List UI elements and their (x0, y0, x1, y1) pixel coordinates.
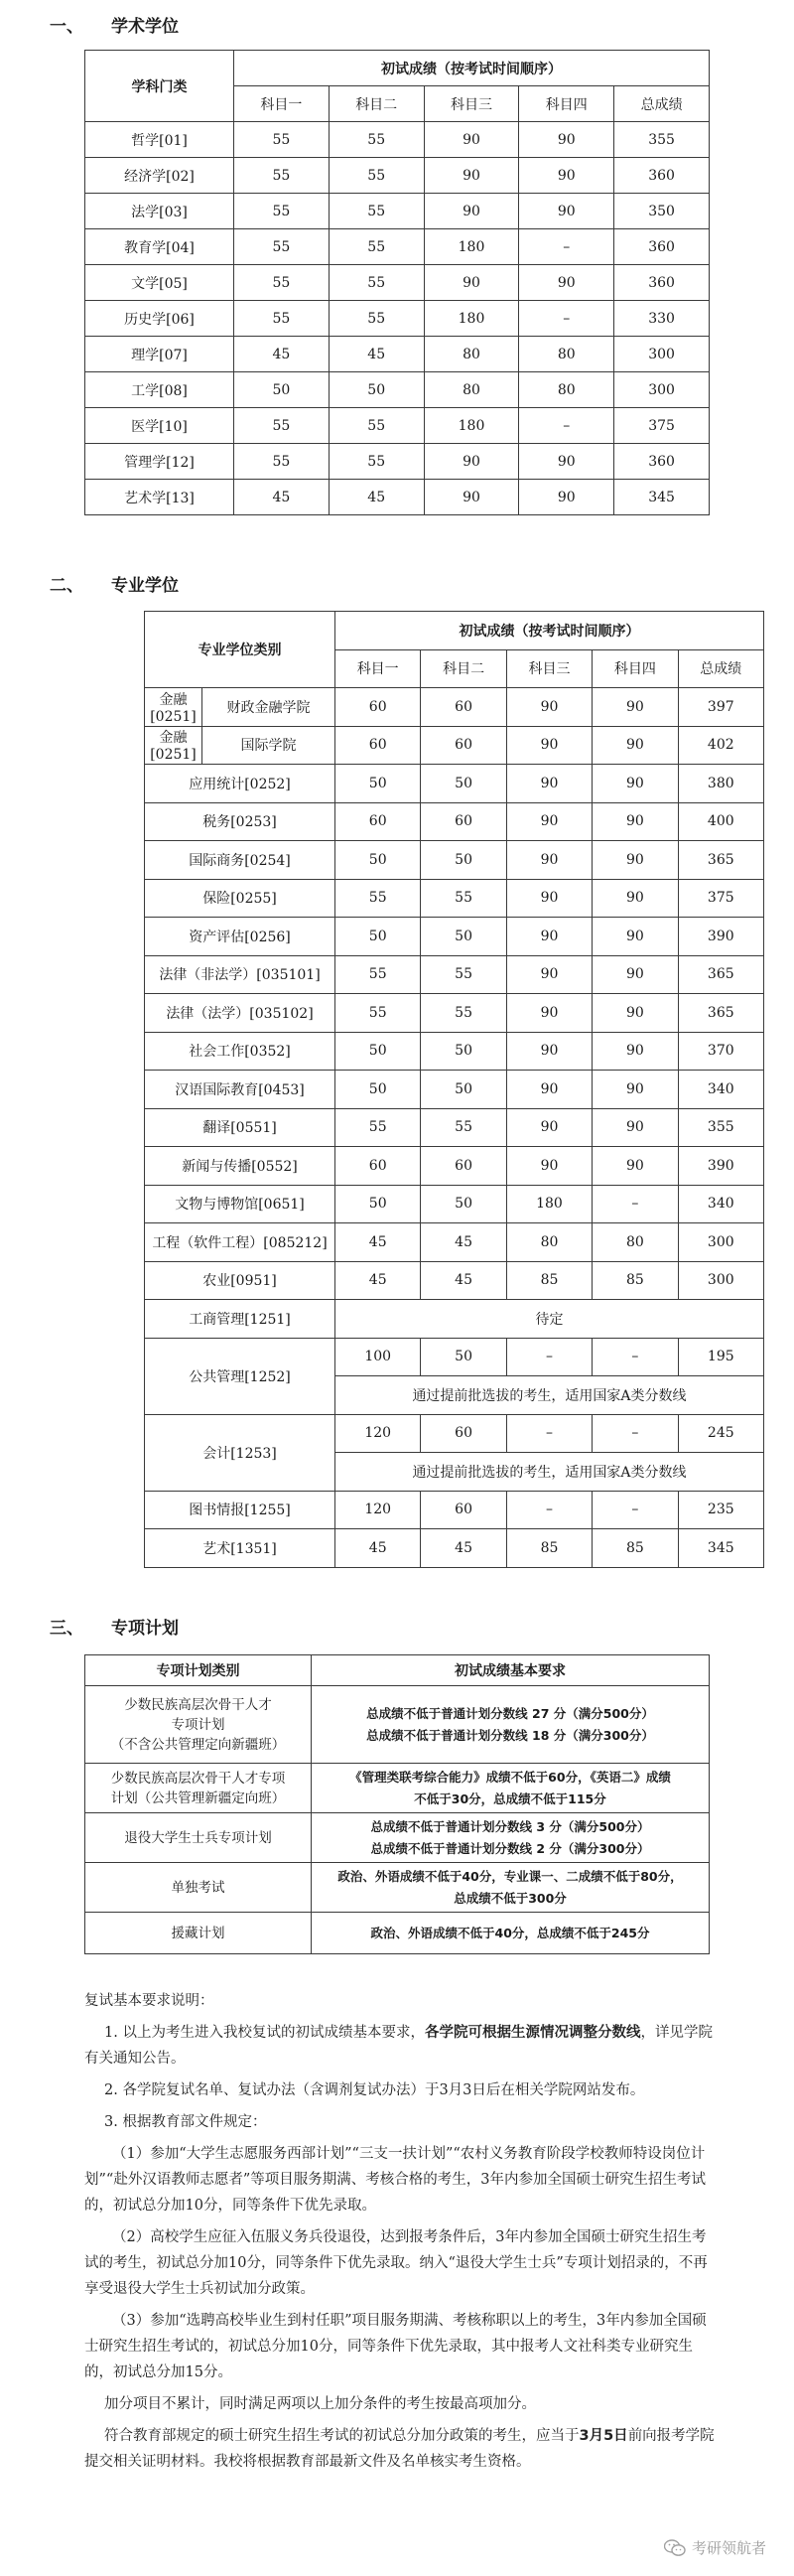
score-cell: 90 (506, 765, 592, 803)
score-cell: 370 (678, 1032, 763, 1071)
score-cell: 50 (421, 765, 506, 803)
plan-requirement-line: 政治、外语成绩不低于40分，总成绩不低于245分 (370, 1925, 650, 1940)
score-cell: 90 (519, 480, 614, 515)
score-cell: – (506, 1338, 592, 1376)
score-cell: 90 (506, 879, 592, 918)
plan-category-line: 专项计划 (171, 1716, 225, 1733)
score-cell: 55 (329, 194, 424, 229)
score-cell: 85 (506, 1261, 592, 1300)
watermark (664, 2537, 766, 2558)
score-cell: 90 (424, 480, 519, 515)
score-cell: 55 (421, 879, 506, 918)
score-cell: 360 (614, 444, 710, 480)
table-row (85, 1813, 710, 1863)
score-cell: 330 (614, 301, 710, 337)
table-row (145, 1071, 764, 1109)
score-cell: 80 (424, 372, 519, 408)
score-cell: 45 (335, 1261, 421, 1300)
score-cell: 50 (421, 1071, 506, 1109)
special-plan-table (84, 1654, 710, 1954)
table-row (85, 372, 710, 408)
table-row (145, 918, 764, 956)
score-cell: 60 (421, 1414, 506, 1453)
score-cell: 390 (678, 918, 763, 956)
score-cell: 50 (421, 1032, 506, 1071)
row-category: 文学[05] (85, 265, 234, 301)
plan-requirement-line: 不低于30分，总成绩不低于115分 (414, 1790, 606, 1806)
score-cell: 90 (593, 1032, 678, 1071)
column-header: 科目一 (335, 649, 421, 688)
row-category: 工商管理[1251] (145, 1300, 335, 1339)
score-cell: 60 (421, 1147, 506, 1186)
column-header: 科目四 (519, 86, 614, 122)
score-cell: 60 (421, 802, 506, 841)
score-cell: 90 (506, 1032, 592, 1071)
row-category: 工程（软件工程）[085212] (145, 1223, 335, 1262)
table-row (85, 1863, 710, 1913)
score-cell: 45 (329, 480, 424, 515)
score-cell: 55 (234, 301, 330, 337)
status-cell: 待定 (335, 1300, 764, 1339)
score-cell: 300 (614, 337, 710, 372)
row-category: 艺术学[13] (85, 480, 234, 515)
score-cell: 55 (335, 879, 421, 918)
score-cell: 50 (421, 918, 506, 956)
row-category: 工学[08] (85, 372, 234, 408)
score-cell: 55 (421, 994, 506, 1033)
row-category: 文物与博物馆[0651] (145, 1185, 335, 1223)
score-cell: 55 (234, 229, 330, 265)
row-category: 法律（非法学）[035101] (145, 955, 335, 994)
score-cell: 365 (678, 955, 763, 994)
score-cell: 90 (593, 726, 678, 765)
score-cell: 55 (234, 444, 330, 480)
table-row (85, 444, 710, 480)
plan-requirement-line: 总成绩不低于300分 (454, 1890, 567, 1906)
column-header: 科目二 (421, 649, 506, 688)
column-header: 科目四 (593, 649, 678, 688)
table-row (85, 1686, 710, 1764)
score-cell: 90 (506, 994, 592, 1033)
score-cell: 400 (678, 802, 763, 841)
row-category: 哲学[01] (85, 122, 234, 158)
table-row (85, 1764, 710, 1813)
score-cell: – (593, 1491, 678, 1529)
table-row (85, 408, 710, 444)
header-category: 专业学位类别 (145, 612, 335, 688)
score-cell: 90 (519, 158, 614, 194)
note-cell: 通过提前批选拔的考生，适用国家A类分数线 (335, 1376, 764, 1415)
score-cell: 90 (506, 688, 592, 727)
score-cell: 50 (421, 841, 506, 880)
score-cell: 55 (234, 158, 330, 194)
table-row (85, 301, 710, 337)
row-category: 经济学[02] (85, 158, 234, 194)
score-cell: 300 (614, 372, 710, 408)
score-cell: 120 (335, 1414, 421, 1453)
table-row (145, 1300, 764, 1339)
score-cell: 45 (421, 1223, 506, 1262)
score-cell: 45 (234, 480, 330, 515)
note-3-2: （2）高校学生应征入伍服义务兵役退役，达到报考条件后，3年内参加全国硕士研究生招生考试的考生，初试总分加10分，同等条件下优先录取。纳入“退役大学生士兵”专项计划招录的，不再享受退役大学生士兵初试加分政策。 (84, 2229, 708, 2297)
score-cell: 55 (234, 408, 330, 444)
score-cell: 90 (593, 1147, 678, 1186)
score-cell: 90 (424, 194, 519, 229)
row-category: 社会工作[0352] (145, 1032, 335, 1071)
table-row (145, 1147, 764, 1186)
score-cell: 55 (335, 955, 421, 994)
score-cell: 235 (678, 1491, 763, 1529)
note-3: 3. 根据教育部文件规定： (104, 2114, 267, 2130)
plan-category (85, 1863, 312, 1913)
column-header: 总成绩 (614, 86, 710, 122)
plan-requirement (312, 1764, 710, 1813)
row-category: 艺术[1351] (145, 1529, 335, 1568)
score-cell: 90 (593, 1108, 678, 1147)
row-category: 教育学[04] (85, 229, 234, 265)
score-cell: 50 (421, 1185, 506, 1223)
watermark-text: 考研领航者 (691, 2539, 766, 2557)
row-category: 图书情报[1255] (145, 1491, 335, 1529)
score-cell: 50 (335, 841, 421, 880)
plan-category-line: 援藏计划 (171, 1925, 225, 1941)
notes-heading: 复试基本要求说明： (84, 1993, 214, 2009)
score-cell: 100 (335, 1338, 421, 1376)
score-cell: 120 (335, 1491, 421, 1529)
score-cell: 90 (506, 841, 592, 880)
score-cell: – (519, 229, 614, 265)
header-category: 学科门类 (85, 51, 234, 122)
row-category: 应用统计[0252] (145, 765, 335, 803)
score-cell: 360 (614, 229, 710, 265)
score-cell: 55 (329, 158, 424, 194)
score-cell: 340 (678, 1071, 763, 1109)
table-row (145, 955, 764, 994)
table-row (145, 879, 764, 918)
column-header: 科目二 (329, 86, 424, 122)
score-cell: 80 (593, 1223, 678, 1262)
score-cell: 90 (593, 1071, 678, 1109)
score-cell: 55 (329, 444, 424, 480)
plan-requirement (312, 1863, 710, 1913)
table-row (145, 1032, 764, 1071)
score-cell: 90 (506, 955, 592, 994)
table-row (145, 1108, 764, 1147)
row-category: 法律（法学）[035102] (145, 994, 335, 1033)
plan-category (85, 1764, 312, 1813)
score-cell: 50 (335, 765, 421, 803)
note-1: 1. 以上为考生进入我校复试的初试成绩基本要求，各学院可根据生源情况调整分数线，详见学院有关通知公告。 (84, 2025, 713, 2067)
row-subcategory: 国际学院 (202, 726, 335, 765)
score-cell: 180 (424, 301, 519, 337)
score-cell: 50 (335, 1185, 421, 1223)
score-cell: 90 (506, 1108, 592, 1147)
score-cell: 45 (421, 1529, 506, 1568)
score-cell: – (506, 1414, 592, 1453)
score-cell: 402 (678, 726, 763, 765)
score-cell: 390 (678, 1147, 763, 1186)
table-row (85, 122, 710, 158)
row-category: 保险[0255] (145, 879, 335, 918)
score-cell: 55 (329, 122, 424, 158)
plan-category-line: 少数民族高层次骨干人才专项 (110, 1770, 286, 1787)
row-category: 公共管理[1252] (145, 1338, 335, 1414)
score-cell: 85 (506, 1529, 592, 1568)
header-category: 专项计划类别 (85, 1655, 312, 1686)
score-cell: – (519, 301, 614, 337)
score-cell: 90 (519, 444, 614, 480)
score-cell: 345 (678, 1529, 763, 1568)
header-group: 初试成绩（按考试时间顺序） (234, 51, 710, 86)
row-category: 新闻与传播[0552] (145, 1147, 335, 1186)
plan-category-line: 计划（公共管理新疆定向班） (110, 1789, 286, 1806)
score-cell: 90 (593, 688, 678, 727)
retest-notes (84, 1988, 720, 2481)
table-row (85, 337, 710, 372)
plan-category-line: 退役大学生士兵专项计划 (124, 1829, 272, 1846)
score-cell: 355 (614, 122, 710, 158)
score-cell: 365 (678, 994, 763, 1033)
table-row (145, 765, 764, 803)
score-cell: 300 (678, 1261, 763, 1300)
plan-requirement-line: 总成绩不低于普通计划分数线 18 分（满分300分） (366, 1727, 654, 1743)
score-cell: 180 (506, 1185, 592, 1223)
score-cell: 60 (335, 688, 421, 727)
table-row (85, 158, 710, 194)
note-3-1: （1）参加“大学生志愿服务西部计划”“三支一扶计划”“农村义务教育阶段学校教师特设岗位计划”“赴外汉语教师志愿者”等项目服务期满、考核合格的考生，3年内参加全国硕士研究生招生考试的，初试总分加10分，同等条件下优先录取。 (84, 2146, 706, 2214)
score-cell: 80 (424, 337, 519, 372)
score-cell: 60 (335, 1147, 421, 1186)
score-cell: 90 (424, 265, 519, 301)
score-cell: 90 (593, 879, 678, 918)
score-cell: 50 (335, 1032, 421, 1071)
score-cell: 85 (593, 1261, 678, 1300)
row-category: 资产评估[0256] (145, 918, 335, 956)
score-cell: – (506, 1491, 592, 1529)
score-cell: 195 (678, 1338, 763, 1376)
row-category: 理学[07] (85, 337, 234, 372)
score-cell: 45 (335, 1529, 421, 1568)
score-cell: 85 (593, 1529, 678, 1568)
score-cell: 50 (335, 918, 421, 956)
score-cell: 90 (593, 841, 678, 880)
score-cell: 355 (678, 1108, 763, 1147)
plan-requirement (312, 1813, 710, 1863)
score-cell: 375 (678, 879, 763, 918)
wechat-icon (664, 2539, 686, 2557)
score-cell: 60 (421, 1491, 506, 1529)
plan-category-line: （不含公共管理定向新疆班） (110, 1736, 286, 1753)
score-cell: 300 (678, 1223, 763, 1262)
row-category: 法学[03] (85, 194, 234, 229)
plan-category (85, 1913, 312, 1954)
note-bonus-rule: 加分项目不累计，同时满足两项以上加分条件的考生按最高项加分。 (104, 2396, 536, 2412)
note-deadline: 符合教育部规定的硕士研究生招生考试的初试总分加分政策的考生，应当于3月5日前向报考学院提交相关证明材料。我校将根据教育部最新文件及名单核实考生资格。 (84, 2428, 715, 2470)
row-category: 管理学[12] (85, 444, 234, 480)
row-category: 医学[10] (85, 408, 234, 444)
table-row (85, 265, 710, 301)
score-cell: 180 (424, 408, 519, 444)
score-cell: 360 (614, 158, 710, 194)
score-cell: 55 (234, 194, 330, 229)
score-cell: 90 (424, 122, 519, 158)
row-category: 汉语国际教育[0453] (145, 1071, 335, 1109)
row-category: 金融[0251] (145, 726, 202, 765)
plan-requirement-line: 《管理类联考综合能力》成绩不低于60分，《英语二》成绩 (349, 1769, 671, 1785)
plan-requirement-line: 总成绩不低于普通计划分数线 3 分（满分500分） (370, 1818, 650, 1834)
score-cell: 60 (421, 688, 506, 727)
score-cell: 90 (506, 1071, 592, 1109)
score-cell: 80 (506, 1223, 592, 1262)
score-cell: 180 (424, 229, 519, 265)
score-cell: 90 (506, 726, 592, 765)
table-row (145, 841, 764, 880)
score-cell: – (519, 408, 614, 444)
score-cell: 350 (614, 194, 710, 229)
score-cell: 90 (519, 122, 614, 158)
score-cell: – (593, 1338, 678, 1376)
score-cell: 55 (421, 955, 506, 994)
score-cell: 90 (593, 802, 678, 841)
table-row (145, 688, 764, 727)
score-cell: 245 (678, 1414, 763, 1453)
score-cell: 90 (519, 265, 614, 301)
score-cell: 45 (335, 1223, 421, 1262)
score-cell: 90 (424, 444, 519, 480)
score-cell: 60 (421, 726, 506, 765)
plan-category-line: 少数民族高层次骨干人才 (124, 1696, 272, 1713)
score-cell: 80 (519, 372, 614, 408)
header-group: 初试成绩（按考试时间顺序） (335, 612, 764, 650)
table-row (85, 480, 710, 515)
plan-category (85, 1686, 312, 1764)
row-category: 国际商务[0254] (145, 841, 335, 880)
score-cell: 45 (421, 1261, 506, 1300)
row-category: 金融[0251] (145, 688, 202, 727)
score-cell: 397 (678, 688, 763, 727)
score-cell: 90 (506, 802, 592, 841)
plan-requirement (312, 1913, 710, 1954)
table-row (145, 1223, 764, 1262)
score-cell: 380 (678, 765, 763, 803)
score-cell: 90 (593, 955, 678, 994)
score-cell: 55 (329, 265, 424, 301)
score-cell: 55 (329, 301, 424, 337)
score-cell: 50 (335, 1071, 421, 1109)
score-cell: 90 (593, 994, 678, 1033)
table-row (145, 1338, 764, 1376)
score-cell: 60 (335, 726, 421, 765)
table-row (85, 1913, 710, 1954)
column-header: 科目三 (506, 649, 592, 688)
score-cell: 55 (329, 229, 424, 265)
row-category: 会计[1253] (145, 1414, 335, 1491)
score-cell: 365 (678, 841, 763, 880)
plan-category-line: 单独考试 (171, 1879, 225, 1896)
score-cell: 375 (614, 408, 710, 444)
plan-category (85, 1813, 312, 1863)
table-row (85, 194, 710, 229)
row-category: 历史学[06] (85, 301, 234, 337)
score-cell: 50 (329, 372, 424, 408)
plan-requirement-line: 政治、外语成绩不低于40分，专业课一、二成绩不低于80分， (337, 1868, 683, 1884)
table-row (145, 994, 764, 1033)
score-cell: 55 (335, 1108, 421, 1147)
academic-score-table (84, 50, 710, 515)
row-category: 农业[0951] (145, 1261, 335, 1300)
table-row (145, 726, 764, 765)
column-header: 总成绩 (678, 649, 763, 688)
score-cell: – (593, 1185, 678, 1223)
table-row (85, 229, 710, 265)
note-cell: 通过提前批选拔的考生，适用国家A类分数线 (335, 1453, 764, 1492)
score-cell: 360 (614, 265, 710, 301)
score-cell: 45 (329, 337, 424, 372)
score-cell: 340 (678, 1185, 763, 1223)
column-header: 科目一 (234, 86, 330, 122)
row-category: 税务[0253] (145, 802, 335, 841)
score-cell: – (593, 1414, 678, 1453)
header-requirement: 初试成绩基本要求 (312, 1655, 710, 1686)
score-cell: 90 (519, 194, 614, 229)
table-row (145, 1185, 764, 1223)
section-title-special: 三、 专项计划 (50, 1619, 179, 1639)
score-cell: 80 (519, 337, 614, 372)
plan-requirement (312, 1686, 710, 1764)
score-cell: 90 (424, 158, 519, 194)
score-cell: 60 (335, 802, 421, 841)
score-cell: 45 (234, 337, 330, 372)
score-cell: 90 (593, 765, 678, 803)
score-cell: 55 (335, 994, 421, 1033)
score-cell: 55 (234, 122, 330, 158)
score-cell: 55 (329, 408, 424, 444)
section-title-academic: 一、 学术学位 (50, 17, 179, 37)
score-cell: 55 (234, 265, 330, 301)
plan-requirement-line: 总成绩不低于普通计划分数线 2 分（满分300分） (370, 1840, 650, 1856)
score-cell: 50 (234, 372, 330, 408)
section-title-professional: 二、 专业学位 (50, 576, 179, 596)
table-row (145, 1414, 764, 1453)
column-header: 科目三 (424, 86, 519, 122)
score-cell: 90 (593, 918, 678, 956)
score-cell: 90 (506, 918, 592, 956)
table-row (145, 1529, 764, 1568)
plan-requirement-line: 总成绩不低于普通计划分数线 27 分（满分500分） (366, 1705, 654, 1721)
row-subcategory: 财政金融学院 (202, 688, 335, 727)
note-2: 2. 各学院复试名单、复试办法（含调剂复试办法）于3月3日后在相关学院网站发布。 (104, 2082, 645, 2098)
table-row (145, 1491, 764, 1529)
note-3-3: （3）参加“选聘高校毕业生到村任职”项目服务期满、考核称职以上的考生，3年内参加全国硕士研究生招生考试的，初试总分加10分，同等条件下优先录取，其中报考人文社科类专业研究生的，初试总分加15分。 (84, 2313, 707, 2380)
score-cell: 345 (614, 480, 710, 515)
professional-score-table (144, 611, 764, 1568)
score-cell: 90 (506, 1147, 592, 1186)
table-row (145, 802, 764, 841)
row-category: 翻译[0551] (145, 1108, 335, 1147)
score-cell: 50 (421, 1338, 506, 1376)
table-row (145, 1261, 764, 1300)
score-cell: 55 (421, 1108, 506, 1147)
